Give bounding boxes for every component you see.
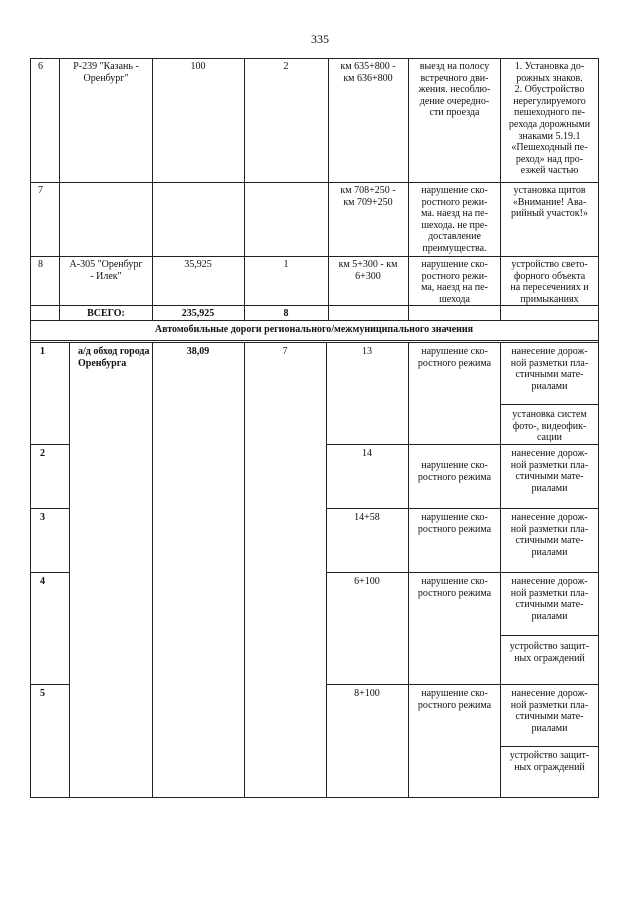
road-length: 35,925	[184, 259, 212, 270]
road-length: 100	[190, 61, 206, 72]
planned-measures: 1. Установка до- рожных знаков. 2. Обустройство нерегулируемого пешеходного пе- рехода дорожными знаками 5.19.1 «Пешеходный пе- реход» над про- езжей частью	[508, 61, 591, 177]
row-number: 5	[40, 688, 45, 699]
planned-measures: нанесение дорож- ной разметки пла- стичными мате- риалами	[510, 346, 589, 392]
accident-count: 1	[283, 259, 289, 270]
road-location: 6+100	[354, 576, 380, 587]
accident-cause: нарушение ско- ростного режи- ма, наезд на пе- шехода	[421, 259, 488, 305]
row-number: 2	[40, 448, 45, 459]
table-rule	[30, 508, 69, 509]
table-rule	[500, 635, 599, 636]
road-name: а/д обход города Оренбурга	[78, 346, 150, 369]
road-location: км 5+300 - км 6+300	[338, 259, 398, 282]
planned-measures: нанесение дорож- ной разметки пла- стичными мате- риалами	[510, 512, 589, 558]
table-rule	[30, 444, 69, 445]
planned-measures: нанесение дорож- ной разметки пла- стичными мате- риалами	[510, 448, 589, 494]
table-rule	[500, 404, 599, 405]
table-rule	[326, 572, 599, 573]
row-number: 7	[38, 185, 43, 196]
table-rule	[30, 256, 599, 257]
accident-cause: нарушение ско- ростного режима	[417, 688, 492, 711]
table-rule	[30, 342, 599, 343]
road-location: 14	[362, 448, 372, 459]
table-rule	[152, 58, 153, 320]
planned-measures: устройство защит- ных ограждений	[509, 641, 590, 664]
accident-cause: нарушение ско- ростного режима	[417, 576, 492, 599]
table-rule	[598, 58, 599, 797]
planned-measures: установка систем фото-, видеофик- сации	[512, 409, 587, 444]
planned-measures: устройство свето- форного объекта на пересечениях и примыканиях	[510, 259, 589, 305]
row-number: 8	[38, 259, 43, 270]
planned-measures: установка щитов «Внимание! Ава- рийный участок!»	[511, 185, 588, 220]
row-number: 6	[38, 61, 43, 72]
table-rule	[500, 746, 599, 747]
total-length: 235,925	[181, 308, 215, 319]
page-number: 335	[311, 32, 329, 46]
accident-cause: нарушение ско- ростного режима	[417, 512, 492, 535]
total-count: 8	[283, 308, 289, 319]
table-rule	[69, 342, 70, 797]
row-number: 4	[40, 576, 45, 587]
table-rule	[30, 58, 599, 59]
table-rule	[244, 342, 245, 797]
planned-measures: нанесение дорож- ной разметки пла- стичными мате- риалами	[510, 688, 589, 734]
table-rule	[152, 342, 153, 797]
table-rule	[326, 684, 599, 685]
row-number: 3	[40, 512, 45, 523]
table-rule	[326, 342, 327, 797]
accident-cause: нарушение ско- ростного режима	[417, 460, 492, 483]
road-location: 14+58	[354, 512, 380, 523]
table-rule	[30, 572, 69, 573]
accident-cause: выезд на полосу встречного дви- жения. несоблю- дение очередно- сти проезда	[418, 61, 491, 119]
road-location: 8+100	[354, 688, 380, 699]
table-rule	[326, 444, 599, 445]
table-rule	[30, 340, 599, 341]
accident-cause: нарушение ско- ростного режима	[417, 346, 492, 369]
accident-count: 7	[282, 346, 288, 357]
road-name: А-305 "Оренбург - Илек"	[69, 259, 143, 282]
table-rule	[326, 508, 599, 509]
road-location: 13	[362, 346, 372, 357]
road-location: км 708+250 - км 709+250	[340, 185, 396, 208]
total-label: ВСЕГО:	[87, 308, 125, 319]
row-number: 1	[40, 346, 45, 357]
section-title: Автомобильные дороги регионального/межмуниципального значения	[154, 324, 474, 335]
road-length: 38,09	[186, 346, 210, 357]
planned-measures: нанесение дорож- ной разметки пла- стичными мате- риалами	[510, 576, 589, 622]
table-rule	[244, 58, 245, 320]
accident-cause: нарушение ско- ростного режи- ма. наезд на пе- шехода. не пре- доставление преимущества.	[421, 185, 488, 254]
table-rule	[30, 58, 31, 797]
road-location: км 635+800 - км 636+800	[340, 61, 396, 84]
planned-measures: устройство защит- ных ограждений	[509, 750, 590, 773]
table-rule	[30, 320, 599, 321]
accident-count: 2	[283, 61, 289, 72]
table-rule	[30, 182, 599, 183]
road-name: Р-239 "Казань - Оренбург"	[73, 61, 139, 84]
table-rule	[408, 342, 409, 797]
table-rule	[30, 684, 69, 685]
table-rule	[30, 797, 599, 798]
